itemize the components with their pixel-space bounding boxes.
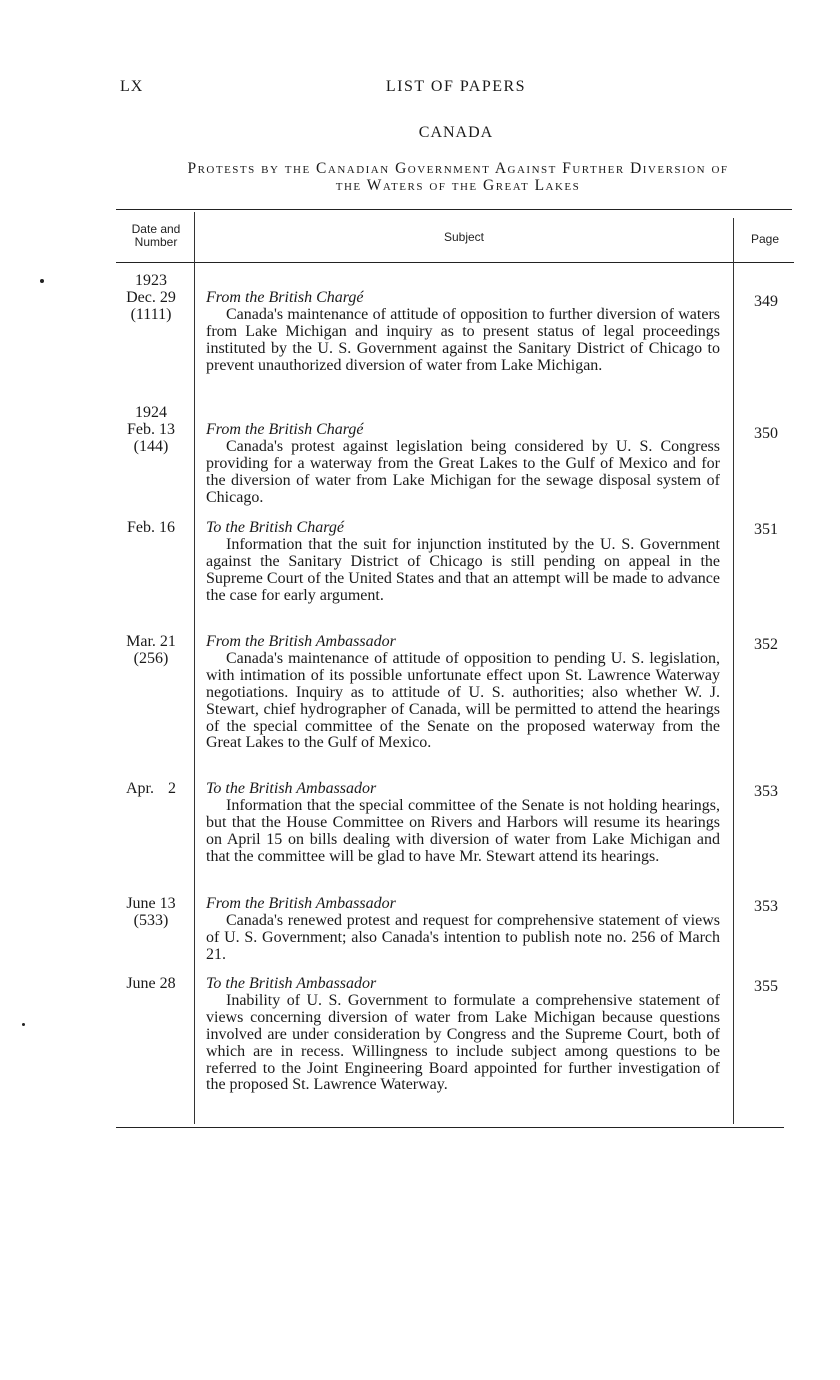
entry-page: 355 xyxy=(754,978,778,995)
entry-subject xyxy=(206,896,720,964)
column-divider-right xyxy=(733,218,734,1124)
entry-summary: Canada's maintenance of attitude of opposition to pending U. S. legislation, with intimation of its possible unfortunate effect upon St. Lawrence Waterway negotiations. Inquiry as to attitude of U. S. authorities; also whether W. J. Stewart, chief hydrographer of Canada, will be permitted to attend the hearings of the special committee of the Senate on the proposed waterway from the Great Lakes to the Gulf of Mexico. xyxy=(206,649,720,752)
entry-summary: Information that the suit for injunction instituted by the U. S. Government against the Sanitary District of Chicago is still pending on appeal in the Supreme Court of the United States and that an attempt will be made to advance the case for early argument. xyxy=(206,535,720,604)
entry-source: From the British Chargé xyxy=(206,289,364,306)
country-heading: CANADA xyxy=(418,124,494,141)
entry-page: 353 xyxy=(754,898,778,915)
folio: LX xyxy=(120,78,144,95)
entry-summary: Canada's renewed protest and request for comprehensive statement of views of U. S. Government; also Canada's intention to publish note no. 256 of March 21. xyxy=(206,911,720,963)
entry-date xyxy=(112,976,190,993)
column-header-subject: Subject xyxy=(443,230,485,244)
date-line: 1924 xyxy=(135,404,167,421)
date-line: (533) xyxy=(133,911,169,929)
entry-source: From the British Chargé xyxy=(206,421,364,438)
entry-subject xyxy=(206,422,720,507)
date-line: June 13 xyxy=(126,895,176,912)
table-header-rule xyxy=(116,262,794,263)
entry-date xyxy=(112,781,190,798)
entry-source: From the British Ambassador xyxy=(206,895,396,912)
entry-date xyxy=(112,896,190,930)
table-bottom-rule xyxy=(116,1127,784,1128)
entry-date xyxy=(112,634,190,668)
entry-subject xyxy=(206,781,720,866)
running-title: LIST OF PAPERS xyxy=(385,78,527,95)
entry-source: To the British Ambassador xyxy=(206,975,377,992)
entry-page: 351 xyxy=(754,521,778,538)
section-title-line-2: the Waters of the Great Lakes xyxy=(335,177,581,194)
entry-source: To the British Ambassador xyxy=(206,780,377,797)
date-line: June 28 xyxy=(126,975,176,992)
date-line: (256) xyxy=(133,649,169,667)
date-line: 1923 xyxy=(135,272,167,289)
margin-speck xyxy=(40,279,44,283)
entry-subject xyxy=(206,520,720,605)
entry-page: 353 xyxy=(754,783,778,800)
entry-page: 352 xyxy=(754,636,778,653)
entry-page: 350 xyxy=(754,425,778,442)
date-line: (1111) xyxy=(130,305,172,323)
section-title-line-1: Protests by the Canadian Government Against Further Diversion of xyxy=(187,160,729,177)
entry-summary: Canada's maintenance of attitude of opposition to further diversion of waters from Lake Michigan and inquiry as to present status of legal proceedings instituted by the U. S. Government against the Sanitary District of Chicago to prevent unauthorized diversion of water from Lake Michigan. xyxy=(206,305,720,374)
entry-subject xyxy=(206,634,720,752)
entry-subject xyxy=(206,976,720,1094)
date-line: Mar. 21 xyxy=(126,633,176,650)
entry-summary: Inability of U. S. Government to formulate a comprehensive statement of views concerning diversion of water from Lake Michigan because questions involved are under consideration by Congress and the Supreme Court, both of which are in recess. Willingness to include subject among questions to be referred to the Joint Engineering Board appointed for further investigation of the proposed St. Lawrence Waterway. xyxy=(206,991,720,1094)
column-header-date xyxy=(118,223,194,249)
column-header-page: Page xyxy=(750,232,780,246)
table-top-rule xyxy=(116,209,792,210)
section-title xyxy=(118,160,798,194)
margin-speck xyxy=(22,1023,25,1026)
column-header-date-label: Date and Number xyxy=(131,222,181,249)
entry-source: From the British Ambassador xyxy=(206,633,396,650)
entry-date xyxy=(112,520,190,537)
date-line: Dec. 29 xyxy=(126,288,176,306)
entry-summary: Information that the special committee of the Senate is not holding hearings, but that the House Committee on Rivers and Harbors will resume its hearings on April 15 on bills dealing with diversion of water from Lake Michigan and that the committee will be glad to have Mr. Stewart attend its hearings. xyxy=(206,796,720,865)
entry-date xyxy=(112,273,190,324)
entry-source: To the British Chargé xyxy=(206,519,344,536)
entry-subject xyxy=(206,290,720,375)
column-divider-left xyxy=(194,212,195,1124)
date-line: Apr. 2 xyxy=(126,780,176,797)
entry-page: 349 xyxy=(754,293,778,310)
date-line: Feb. 16 xyxy=(127,519,175,536)
date-line: Feb. 13 xyxy=(127,420,175,438)
entry-date xyxy=(112,405,190,456)
entry-summary: Canada's protest against legislation being considered by U. S. Congress providing for a waterway from the Great Lakes to the Gulf of Mexico and for the diversion of water from Lake Michigan for the sewage disposal system of Chicago. xyxy=(206,437,720,506)
date-line: (144) xyxy=(133,437,169,455)
